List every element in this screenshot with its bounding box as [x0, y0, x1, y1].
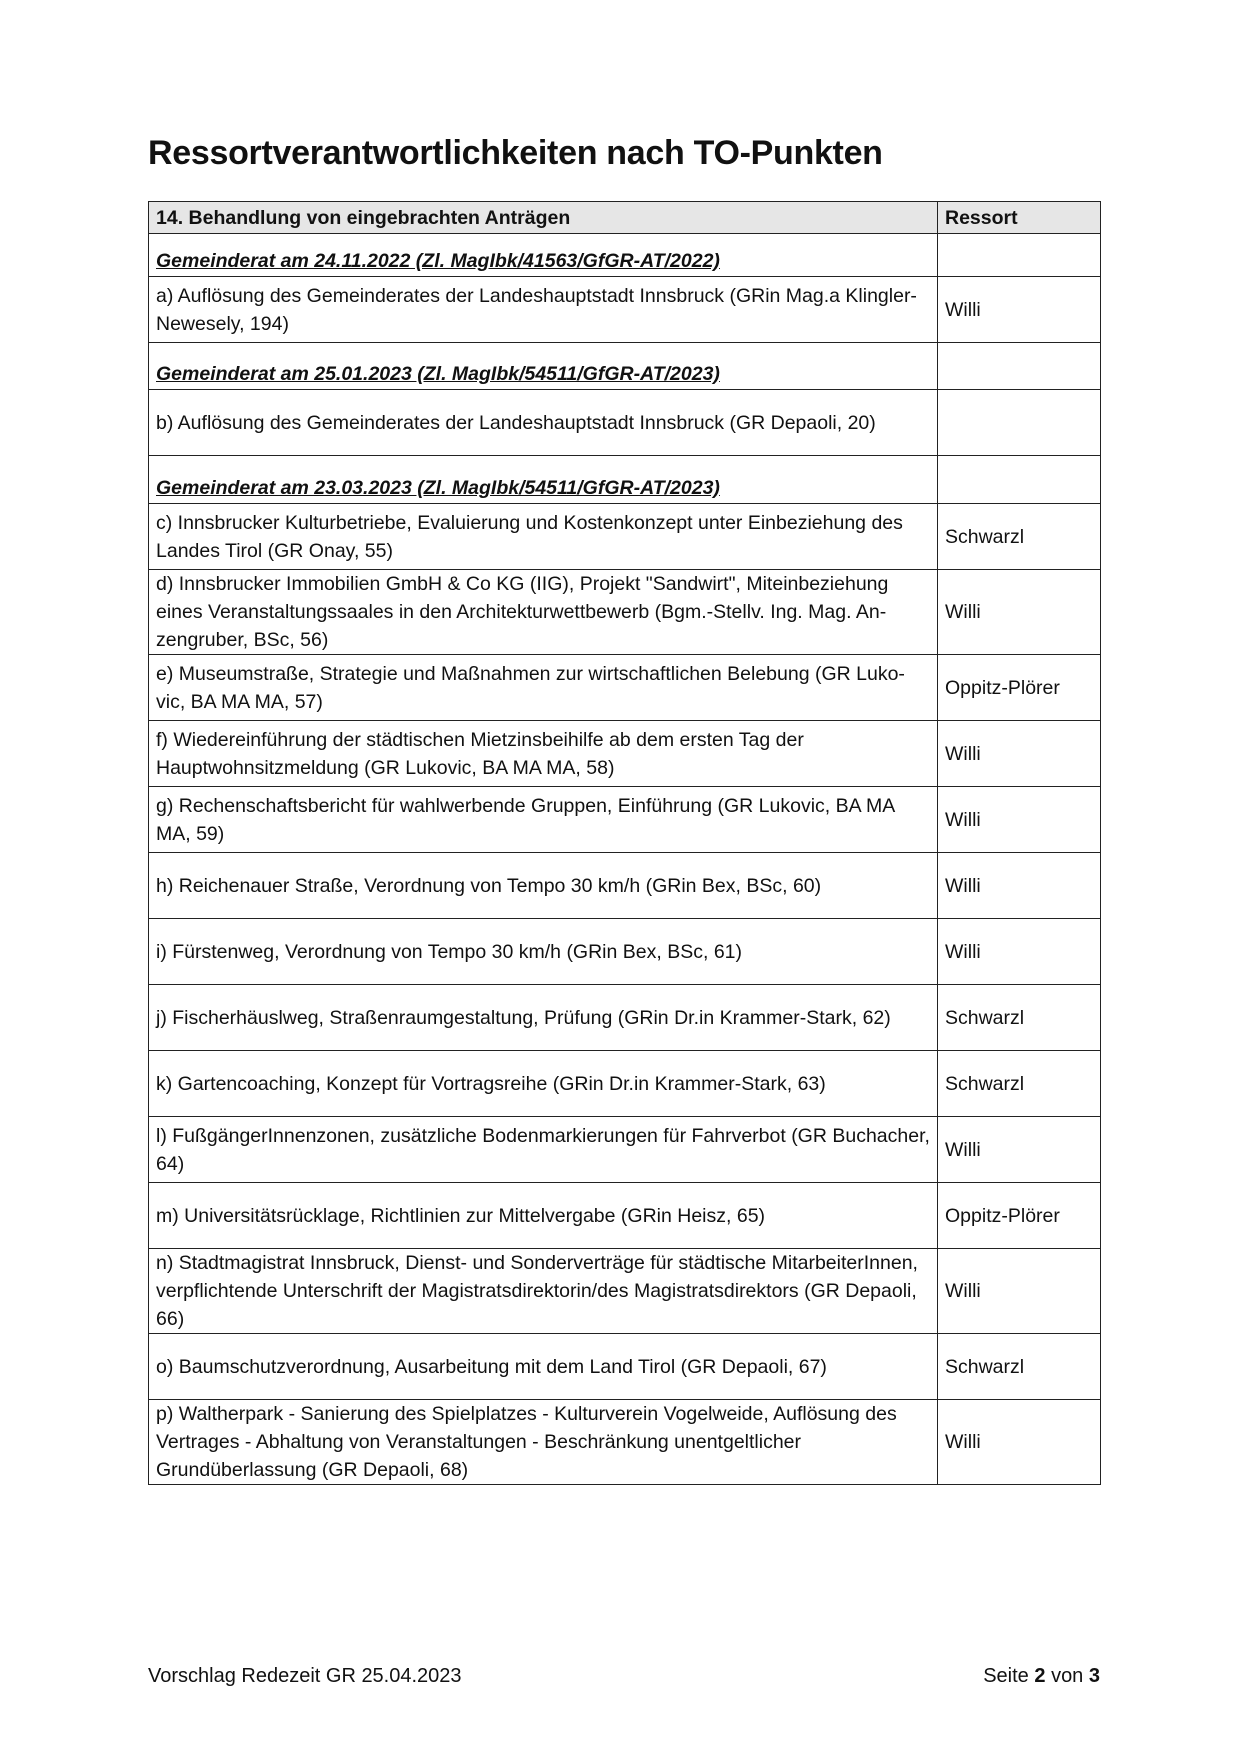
agenda-item: e) Museumstraße, Strategie und Maßnahmen zur wirtschaftlichen Belebung (GR Luko-vic, BA MA MA, 57) — [149, 655, 938, 721]
agenda-item: o) Baumschutzverordnung, Ausarbeitung mit dem Land Tirol (GR Depaoli, 67) — [149, 1334, 938, 1400]
page-prefix: Seite — [983, 1665, 1029, 1687]
agenda-item: g) Rechenschaftsbericht für wahlwerbende Gruppen, Einführung (GR Lukovic, BA MA MA, 59) — [149, 787, 938, 853]
ressort-cell: Schwarzl — [938, 1334, 1101, 1400]
agenda-item: c) Innsbrucker Kulturbetriebe, Evaluierung und Kostenkonzept unter Einbeziehung des Landes Tirol (GR Onay, 55) — [149, 504, 938, 570]
page-current: 2 — [1034, 1665, 1046, 1687]
ressort-cell — [938, 234, 1101, 277]
agenda-item: n) Stadtmagistrat Innsbruck, Dienst- und Sonderverträge für städtische MitarbeiterInnen, verpflichtende Unterschrift der Magistratsdirektorin/des Magistratsdirektors (GR Depaoli, 66) — [149, 1249, 938, 1334]
agenda-item: i) Fürstenweg, Verordnung von Tempo 30 km/h (GRin Bex, BSc, 61) — [149, 919, 938, 985]
page-number — [983, 1665, 1100, 1688]
ressort-cell — [938, 456, 1101, 504]
ressort-cell: Oppitz-Plörer — [938, 1183, 1101, 1249]
page-sep: von — [1051, 1665, 1084, 1687]
session-heading: Gemeinderat am 23.03.2023 (Zl. MagIbk/54511/GfGR-AT/2023) — [149, 456, 938, 504]
ressort-cell: Willi — [938, 919, 1101, 985]
table-body — [149, 234, 1101, 1485]
page-title: Ressortverantwortlichkeiten nach TO-Punkten — [148, 134, 883, 172]
table-row — [149, 504, 1101, 570]
agenda-item: d) Innsbrucker Immobilien GmbH & Co KG (IIG), Projekt "Sandwirt", Miteinbeziehung eines Veranstaltungssaales in den Architekturwettbewerb (Bgm.-Stellv. Ing. Mag. An-zengruber, BSc, 56) — [149, 570, 938, 655]
session-heading-row — [149, 343, 1101, 390]
table-row — [149, 1051, 1101, 1117]
session-heading: Gemeinderat am 24.11.2022 (Zl. MagIbk/41563/GfGR-AT/2022) — [149, 234, 938, 277]
agenda-item: k) Gartencoaching, Konzept für Vortragsreihe (GRin Dr.in Krammer-Stark, 63) — [149, 1051, 938, 1117]
table-row — [149, 570, 1101, 655]
agenda-item: m) Universitätsrücklage, Richtlinien zur Mittelvergabe (GRin Heisz, 65) — [149, 1183, 938, 1249]
table-header-row — [149, 202, 1101, 234]
agenda-item: a) Auflösung des Gemeinderates der Landeshauptstadt Innsbruck (GRin Mag.a Klingler-Newesely, 194) — [149, 277, 938, 343]
ressort-cell: Schwarzl — [938, 985, 1101, 1051]
table-row — [149, 1117, 1101, 1183]
table-row — [149, 1183, 1101, 1249]
table-row — [149, 919, 1101, 985]
table-row — [149, 1400, 1101, 1485]
ressort-cell: Willi — [938, 570, 1101, 655]
table-row — [149, 277, 1101, 343]
ressort-cell — [938, 343, 1101, 390]
session-heading-row — [149, 456, 1101, 504]
table-row — [149, 853, 1101, 919]
table-row — [149, 1334, 1101, 1400]
ressort-cell — [938, 390, 1101, 456]
header-ressort: Ressort — [938, 202, 1101, 234]
agenda-item: j) Fischerhäuslweg, Straßenraumgestaltung, Prüfung (GRin Dr.in Krammer-Stark, 62) — [149, 985, 938, 1051]
agenda-item: l) FußgängerInnenzonen, zusätzliche Bodenmarkierungen für Fahrverbot (GR Buchacher, 64) — [149, 1117, 938, 1183]
ressort-cell: Willi — [938, 277, 1101, 343]
table-row — [149, 985, 1101, 1051]
ressort-cell: Willi — [938, 1249, 1101, 1334]
header-topic: 14. Behandlung von eingebrachten Anträgen — [149, 202, 938, 234]
ressort-cell: Willi — [938, 1117, 1101, 1183]
table-row — [149, 1249, 1101, 1334]
table-row — [149, 390, 1101, 456]
ressort-cell: Schwarzl — [938, 1051, 1101, 1117]
ressort-cell: Willi — [938, 1400, 1101, 1485]
ressort-cell: Oppitz-Plörer — [938, 655, 1101, 721]
table-row — [149, 787, 1101, 853]
ressort-cell: Schwarzl — [938, 504, 1101, 570]
ressort-cell: Willi — [938, 853, 1101, 919]
agenda-item: f) Wiedereinführung der städtischen Mietzinsbeihilfe ab dem ersten Tag der Hauptwohnsitzmeldung (GR Lukovic, BA MA MA, 58) — [149, 721, 938, 787]
agenda-item: h) Reichenauer Straße, Verordnung von Tempo 30 km/h (GRin Bex, BSc, 60) — [149, 853, 938, 919]
ressort-cell: Willi — [938, 721, 1101, 787]
page-total: 3 — [1088, 1665, 1100, 1687]
agenda-item: p) Waltherpark - Sanierung des Spielplatzes - Kulturverein Vogelweide, Auflösung des Vertrages - Abhaltung von Veranstaltungen - Beschränkung unentgeltlicher Grundüberlassung (GR Depaoli, 68) — [149, 1400, 938, 1485]
ressort-cell: Willi — [938, 787, 1101, 853]
responsibility-table — [148, 201, 1101, 1485]
table-row — [149, 655, 1101, 721]
agenda-item: b) Auflösung des Gemeinderates der Landeshauptstadt Innsbruck (GR Depaoli, 20) — [149, 390, 938, 456]
footer-left: Vorschlag Redezeit GR 25.04.2023 — [148, 1665, 462, 1687]
table-row — [149, 721, 1101, 787]
session-heading: Gemeinderat am 25.01.2023 (Zl. MagIbk/54511/GfGR-AT/2023) — [149, 343, 938, 390]
session-heading-row — [149, 234, 1101, 277]
